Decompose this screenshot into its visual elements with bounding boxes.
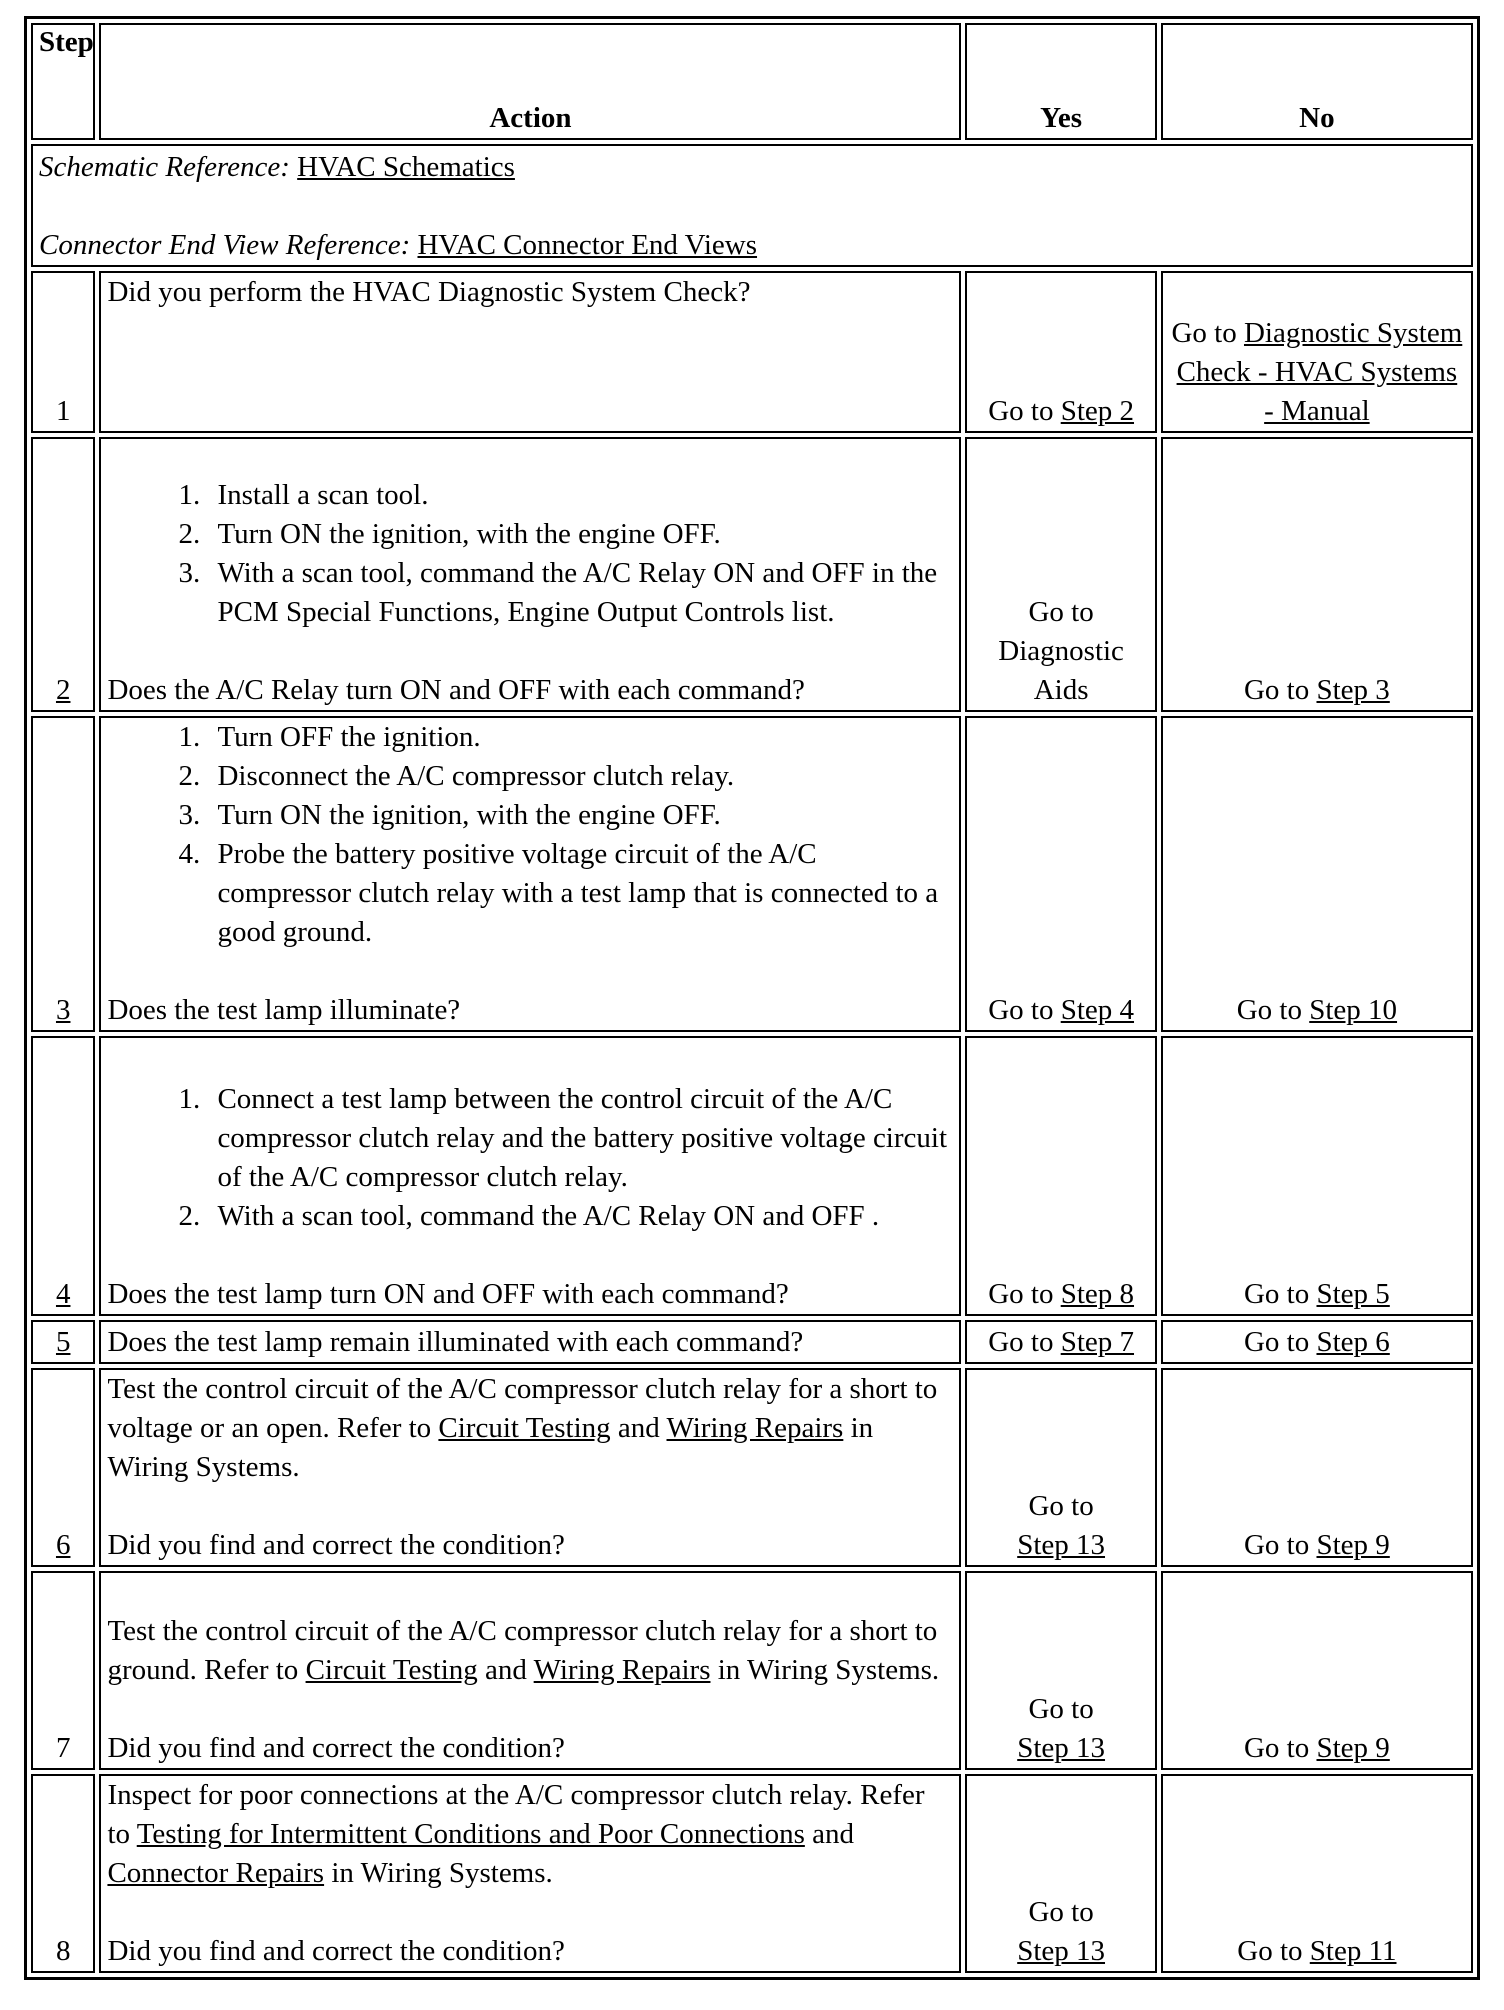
no-link[interactable]: Step 10 bbox=[1309, 994, 1398, 1026]
table-row bbox=[31, 1571, 1473, 1770]
yes-prefix: Go to bbox=[988, 994, 1061, 1026]
list-item: 1. Install a scan tool. bbox=[207, 476, 953, 515]
action-question: Does the test lamp turn ON and OFF with each command? bbox=[107, 1278, 789, 1310]
step-number: 1 bbox=[31, 271, 95, 433]
step-number-cell bbox=[31, 437, 95, 712]
step-number-cell bbox=[31, 1368, 95, 1567]
no-link[interactable]: Step 6 bbox=[1316, 1326, 1390, 1358]
action-question: Does the test lamp remain illuminated with each command? bbox=[107, 1326, 804, 1358]
action-cell bbox=[99, 716, 961, 1032]
connector-repairs-link[interactable]: Connector Repairs bbox=[107, 1857, 325, 1889]
no-link[interactable]: Step 3 bbox=[1316, 674, 1390, 706]
action-text bbox=[107, 1776, 953, 1893]
connector-reference bbox=[39, 226, 1465, 265]
no-prefix: Go to bbox=[1237, 1935, 1310, 1967]
yes-prefix: Go to bbox=[988, 1278, 1061, 1310]
action-question: Does the test lamp illuminate? bbox=[107, 994, 461, 1026]
action-cell bbox=[99, 1774, 961, 1973]
action-text bbox=[107, 1612, 953, 1690]
step-number-link[interactable]: 2 bbox=[55, 674, 71, 706]
table-row bbox=[31, 1036, 1473, 1316]
step-number: 8 bbox=[31, 1774, 95, 1973]
schematic-reference bbox=[39, 148, 1465, 187]
step-number-link[interactable]: 4 bbox=[55, 1278, 71, 1310]
intermittent-conditions-link[interactable]: Testing for Intermittent Conditions and Poor Connections bbox=[136, 1818, 805, 1850]
no-cell bbox=[1161, 437, 1473, 712]
action-text-part: in Wiring Systems. bbox=[107, 1412, 874, 1483]
connector-reference-link[interactable]: HVAC Connector End Views bbox=[417, 229, 758, 261]
reference-cell bbox=[31, 144, 1473, 267]
list-item: 1. Turn OFF the ignition. bbox=[207, 718, 953, 757]
table-row bbox=[31, 437, 1473, 712]
step-number-link[interactable]: 5 bbox=[55, 1326, 71, 1358]
action-text-part: in Wiring Systems. bbox=[324, 1857, 553, 1889]
no-link[interactable]: Step 5 bbox=[1316, 1278, 1390, 1310]
action-cell bbox=[99, 1571, 961, 1770]
no-link[interactable]: Step 11 bbox=[1309, 1935, 1397, 1967]
action-question: Did you perform the HVAC Diagnostic System Check? bbox=[107, 276, 751, 308]
list-item: 3. Turn ON the ignition, with the engine OFF. bbox=[207, 796, 953, 835]
no-cell bbox=[1161, 1774, 1473, 1973]
no-cell bbox=[1161, 1036, 1473, 1316]
action-text bbox=[107, 1370, 953, 1487]
table-row bbox=[31, 1368, 1473, 1567]
yes-cell bbox=[965, 716, 1156, 1032]
table-row bbox=[31, 271, 1473, 433]
no-prefix: Go to bbox=[1243, 1732, 1317, 1764]
wiring-repairs-link[interactable]: Wiring Repairs bbox=[533, 1654, 711, 1686]
circuit-testing-link[interactable]: Circuit Testing bbox=[438, 1412, 611, 1444]
schematic-reference-link[interactable]: HVAC Schematics bbox=[297, 151, 515, 183]
table-row bbox=[31, 1774, 1473, 1973]
step-number-link[interactable]: 6 bbox=[55, 1529, 71, 1561]
yes-prefix: Go to bbox=[1028, 1896, 1094, 1928]
yes-text: Go to Diagnostic Aids bbox=[998, 596, 1124, 706]
step-number-cell bbox=[31, 716, 95, 1032]
yes-prefix: Go to bbox=[988, 1326, 1061, 1358]
action-cell bbox=[99, 1036, 961, 1316]
list-item: 2. Disconnect the A/C compressor clutch relay. bbox=[207, 757, 953, 796]
action-text-part: Inspect for poor connections at the A/C compressor clutch relay. Refer to bbox=[107, 1779, 925, 1850]
yes-cell bbox=[965, 437, 1156, 712]
table-row bbox=[31, 1320, 1473, 1364]
no-cell bbox=[1161, 1320, 1473, 1364]
no-prefix: Go to bbox=[1243, 674, 1317, 706]
yes-link[interactable]: Step 8 bbox=[1060, 1278, 1135, 1310]
yes-prefix: Go to bbox=[1028, 1693, 1094, 1725]
no-cell bbox=[1161, 1571, 1473, 1770]
action-list bbox=[107, 1080, 953, 1236]
list-item: 2. With a scan tool, command the A/C Relay ON and OFF . bbox=[207, 1197, 953, 1236]
list-item: 4. Probe the battery positive voltage circuit of the A/C compressor clutch relay with a test lamp that is connected to a good ground. bbox=[207, 835, 953, 952]
yes-prefix: Go to bbox=[988, 395, 1061, 427]
no-prefix: Go to bbox=[1171, 317, 1244, 349]
action-text-part: and bbox=[804, 1818, 854, 1850]
reference-row bbox=[31, 144, 1473, 267]
yes-prefix: Go to bbox=[1028, 1490, 1094, 1522]
no-prefix: Go to bbox=[1243, 1326, 1317, 1358]
list-item: 3. With a scan tool, command the A/C Relay ON and OFF in the PCM Special Functions, Engine Output Controls list. bbox=[207, 554, 953, 632]
page bbox=[24, 16, 1480, 1980]
action-cell bbox=[99, 437, 961, 712]
no-cell bbox=[1161, 716, 1473, 1032]
header-no: No bbox=[1161, 23, 1473, 140]
header-action: Action bbox=[99, 23, 961, 140]
header-row bbox=[31, 23, 1473, 140]
yes-link[interactable]: Step 7 bbox=[1060, 1326, 1135, 1358]
yes-cell bbox=[965, 1036, 1156, 1316]
yes-link[interactable]: Step 13 bbox=[1017, 1529, 1106, 1561]
yes-link[interactable]: Step 2 bbox=[1060, 395, 1135, 427]
action-question: Does the A/C Relay turn ON and OFF with each command? bbox=[107, 674, 805, 706]
action-question: Did you find and correct the condition? bbox=[107, 1935, 565, 1967]
step-number-link[interactable]: 3 bbox=[55, 994, 71, 1026]
yes-link[interactable]: Step 13 bbox=[1017, 1935, 1106, 1967]
yes-link[interactable]: Step 13 bbox=[1017, 1732, 1106, 1764]
action-text-part: in Wiring Systems. bbox=[710, 1654, 940, 1686]
action-text-part: Test the control circuit of the A/C compressor clutch relay for a short to voltage or an open. Refer to bbox=[107, 1373, 938, 1444]
action-text-part: and bbox=[610, 1412, 667, 1444]
yes-cell bbox=[965, 1774, 1156, 1973]
action-text-part: and bbox=[477, 1654, 534, 1686]
connector-reference-label: Connector End View Reference: bbox=[39, 229, 411, 261]
no-link[interactable]: Step 9 bbox=[1316, 1529, 1390, 1561]
step-number-cell bbox=[31, 1036, 95, 1316]
yes-cell bbox=[965, 1368, 1156, 1567]
action-question: Did you find and correct the condition? bbox=[107, 1529, 565, 1561]
wiring-repairs-link[interactable]: Wiring Repairs bbox=[666, 1412, 844, 1444]
list-item: 2. Turn ON the ignition, with the engine OFF. bbox=[207, 515, 953, 554]
yes-link[interactable]: Step 4 bbox=[1060, 994, 1135, 1026]
action-question: Did you find and correct the condition? bbox=[107, 1732, 565, 1764]
schematic-reference-label: Schematic Reference: bbox=[39, 151, 290, 183]
header-step: Step bbox=[31, 23, 95, 140]
step-number-cell bbox=[31, 1320, 95, 1364]
no-cell bbox=[1161, 1368, 1473, 1567]
no-cell bbox=[1161, 271, 1473, 433]
no-link[interactable]: Step 9 bbox=[1316, 1732, 1390, 1764]
no-link[interactable]: Diagnostic System Check - HVAC Systems - Manual bbox=[1176, 317, 1463, 427]
step-number: 7 bbox=[31, 1571, 95, 1770]
diagnostic-table bbox=[24, 16, 1480, 1980]
circuit-testing-link[interactable]: Circuit Testing bbox=[305, 1654, 478, 1686]
action-cell bbox=[99, 1320, 961, 1364]
no-prefix: Go to bbox=[1243, 1529, 1317, 1561]
yes-cell bbox=[965, 1571, 1156, 1770]
action-list bbox=[107, 476, 953, 632]
table-row bbox=[31, 716, 1473, 1032]
action-cell bbox=[99, 1368, 961, 1567]
action-text-part: Test the control circuit of the A/C compressor clutch relay for a short to ground. Refer to bbox=[107, 1615, 938, 1686]
yes-cell bbox=[965, 271, 1156, 433]
no-prefix: Go to bbox=[1243, 1278, 1317, 1310]
list-item: 1. Connect a test lamp between the control circuit of the A/C compressor clutch relay and the battery positive voltage circuit of the A/C compressor clutch relay. bbox=[207, 1080, 953, 1197]
action-list bbox=[107, 718, 953, 952]
no-prefix: Go to bbox=[1236, 994, 1310, 1026]
yes-cell bbox=[965, 1320, 1156, 1364]
action-cell bbox=[99, 271, 961, 433]
header-yes: Yes bbox=[965, 23, 1156, 140]
